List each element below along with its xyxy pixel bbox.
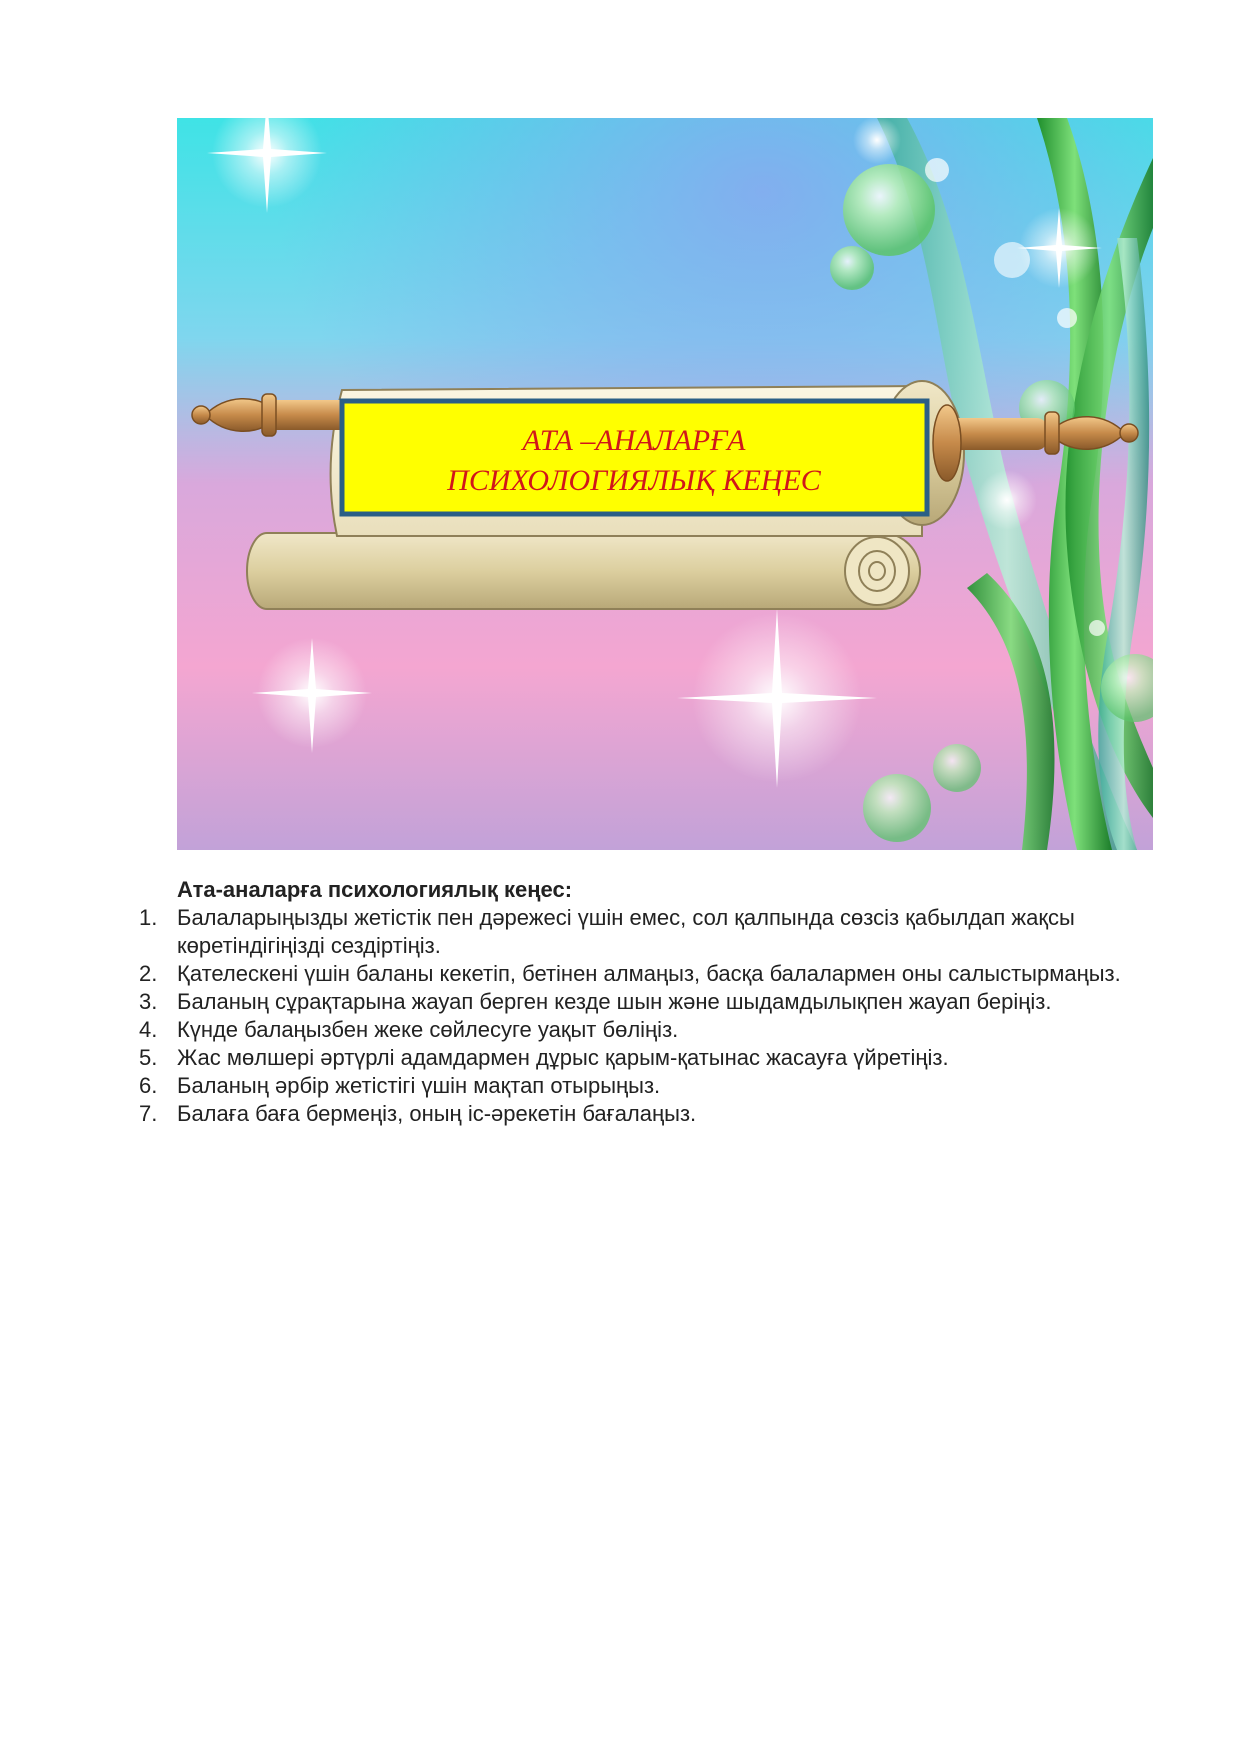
advice-heading: Ата-аналарға психологиялық кеңес: bbox=[177, 877, 573, 902]
list-item bbox=[0, 904, 1241, 960]
list-item bbox=[0, 1044, 1241, 1072]
list-item-number: 3. bbox=[139, 989, 158, 1014]
list-item-text: Күнде балаңызбен жеке сөйлесуге уақыт бөліңіз. bbox=[177, 1017, 679, 1042]
banner-title-line2: ПСИХОЛОГИЯЛЫҚ КЕҢЕС bbox=[447, 464, 821, 497]
list-item-text: Балаға баға бермеңіз, оның іс-әрекетін бағалаңыз. bbox=[177, 1101, 697, 1126]
list-item-text: Баланың сұрақтарына жауап берген кезде шын және шыдамдылықпен жауап беріңіз. bbox=[177, 989, 1052, 1014]
list-item bbox=[0, 988, 1241, 1016]
list-item-number: 2. bbox=[139, 961, 158, 986]
list-item-text: Жас мөлшері әртүрлі адамдармен дұрыс қарым-қатынас жасауға үйретіңіз. bbox=[177, 1045, 949, 1070]
advice-section bbox=[0, 876, 1241, 1128]
list-item-number: 1. bbox=[139, 905, 158, 930]
list-item bbox=[0, 1072, 1241, 1100]
advice-list bbox=[0, 904, 1241, 1128]
list-item-text: Қателескені үшін баланы кекетіп, бетінен алмаңыз, басқа балалармен оны салыстырмаңыз. bbox=[177, 961, 1121, 986]
banner-image bbox=[177, 118, 1153, 850]
list-item-number: 5. bbox=[139, 1045, 158, 1070]
list-item-number: 4. bbox=[139, 1017, 158, 1042]
title-plaque bbox=[342, 401, 927, 514]
list-item bbox=[0, 960, 1241, 988]
list-item bbox=[0, 1016, 1241, 1044]
list-item-number: 7. bbox=[139, 1101, 158, 1126]
list-item bbox=[0, 1100, 1241, 1128]
list-item-number: 6. bbox=[139, 1073, 158, 1098]
list-item-text: Баланың әрбір жетістігі үшін мақтап отырыңыз. bbox=[177, 1073, 661, 1098]
list-item-text: Балаларыңызды жетістік пен дәрежесі үшін емес, сол қалпында сөзсіз қабылдап жақсы көретіндігіңізді сездіртіңіз. bbox=[177, 905, 1075, 958]
banner-title-line1: АТА –АНАЛАРҒА bbox=[522, 424, 746, 457]
